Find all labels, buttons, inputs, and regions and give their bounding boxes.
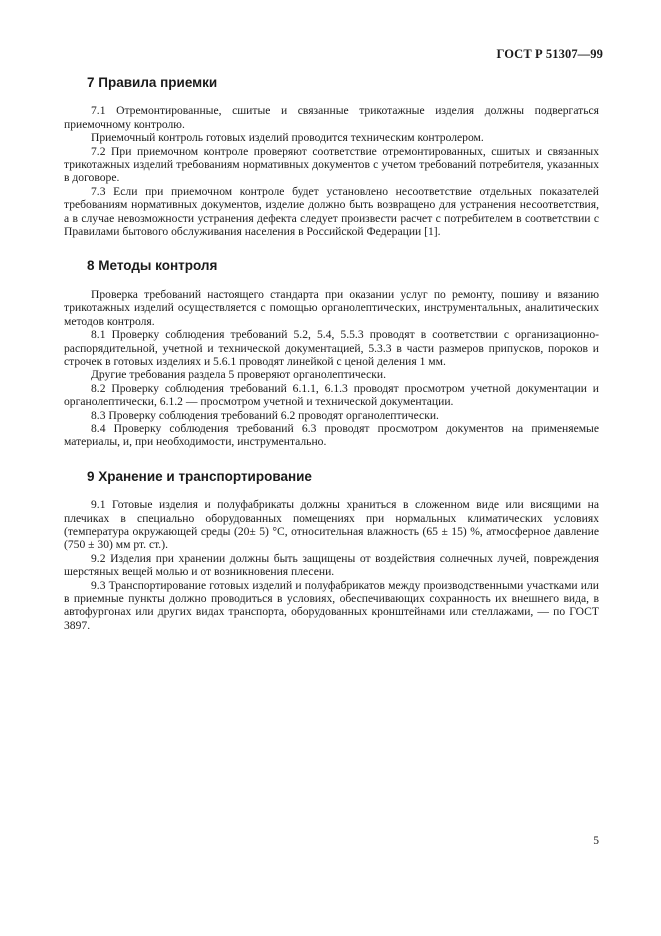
section-7 (64, 76, 599, 238)
paragraph: 9.1 Готовые изделия и полуфабрикаты должны храниться в сложенном виде или висящими на плечиках в специально оборудованных помещениях при нормальных климатических условиях (температура окружающей среды (20± 5) °С, относительная влажность (65 ± 15) %, атмосферное давление (750 ± 30) мм рт. ст.). (64, 498, 599, 552)
document-id: ГОСТ Р 51307—99 (496, 47, 603, 61)
section-8 (64, 259, 599, 448)
paragraph: Приемочный контроль готовых изделий проводится техническим контролером. (91, 131, 484, 145)
paragraph: Проверка требований настоящего стандарта при оказании услуг по ремонту, пошиву и вязанию трикотажных изделий осуществляется с помощью органолептических, инструментальных, аналитических методов контроля. (64, 287, 599, 328)
paragraph: 9.2 Изделия при хранении должны быть защищены от воздействия солнечных лучей, повреждения шерстяных вещей молью и от возникновения плесени. (64, 551, 599, 579)
paragraph: 8.4 Проверку соблюдения требований 6.3 проводят просмотром документов на применяемые материалы, и, при необходимости, инструментально. (64, 421, 599, 449)
paragraph: 9.3 Транспортирование готовых изделий и полуфабрикатов между производственными участками или в приемные пункты должно проводиться в условиях, обеспечивающих сохранность их внешнего вида, в автофургонах или других видах транспорта, оборудованных кронштейнами или стеллажами, — по ГОСТ 3897. (64, 578, 599, 632)
paragraph: 8.3 Проверку соблюдения требований 6.2 проводят органолептически. (91, 408, 439, 422)
paragraph: 8.1 Проверку соблюдения требований 5.2, 5.4, 5.5.3 проводят в соответствии с организационно-распорядительной, учетной и технической документацией, 5.3.3 в части размеров припусков, пороков и строчек в готовых изделиях и 5.6.1 проводят линейкой с ценой деления 1 мм. (64, 328, 599, 368)
paragraph: 7.3 Если при приемочном контроле будет установлено несоответствие отдельных показателей требованиям нормативных документов, изделие должно быть возвращено для устранения несоответствия, а в случае невозможности устранения дефекта следует произвести расчет с потребителем в соответствии с Правилами бытового обслуживания населения в Российской Федерации [1]. (64, 184, 599, 239)
section-title: 9 Хранение и транспортирование (87, 468, 312, 484)
paragraph: 8.2 Проверку соблюдения требований 6.1.1, 6.1.3 проводят просмотром учетной документации и органолептически, 6.1.2 — просмотром учетной и технической документации. (64, 381, 599, 409)
page-number: 5 (593, 835, 599, 847)
paragraph: Другие требования раздела 5 проверяют органолептически. (91, 368, 387, 382)
paragraph: 7.2 При приемочном контроле проверяют соответствие отремонтированных, сшитых и связанных трикотажных изделий требованиям нормативных документов с учетом требований потребителя, указанных в договоре. (64, 144, 599, 185)
section-9 (64, 470, 599, 632)
document-body (64, 76, 599, 653)
paragraph: 7.1 Отремонтированные, сшитые и связанные трикотажные изделия должны подвергаться приемочному контролю. (64, 104, 599, 131)
section-title: 7 Правила приемки (87, 75, 218, 90)
section-title: 8 Методы контроля (87, 258, 218, 274)
